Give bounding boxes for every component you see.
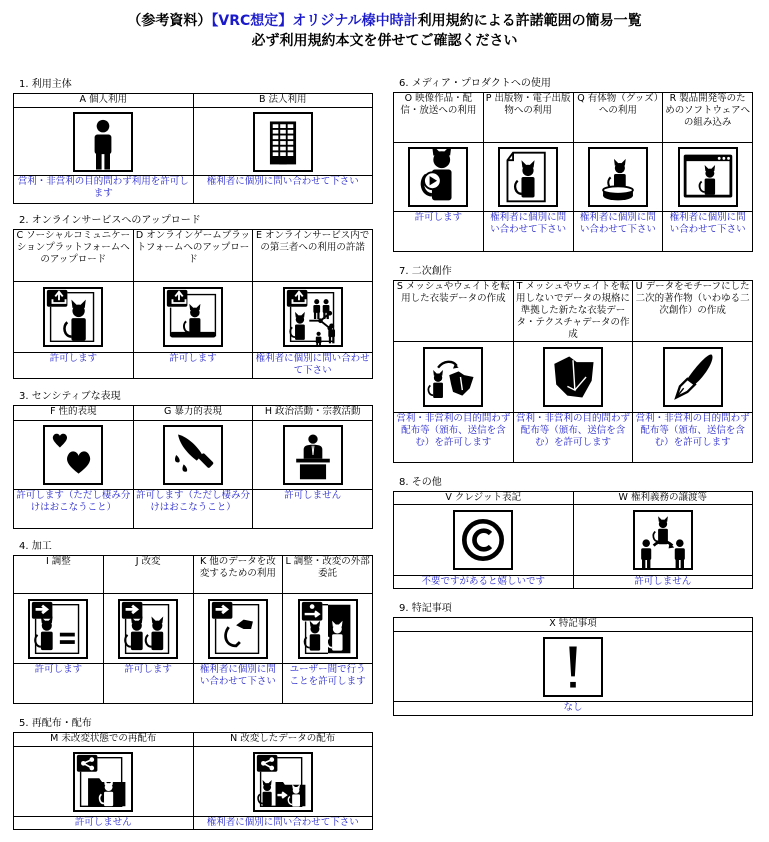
permission-result: 権利者に個別に問い合わせて下さい	[193, 176, 373, 204]
icon-cell	[253, 282, 373, 353]
video-play-icon	[408, 147, 468, 207]
permission-result: 許可します（ただし棲み分けはおこなうこと）	[133, 490, 253, 529]
icon-cell	[394, 342, 514, 413]
table-row-icons	[14, 421, 373, 490]
permission-result: 許可します（ただし棲み分けはおこなうこと）	[14, 490, 134, 529]
item-heading: S メッシュやウェイトを転用した衣装データの作成	[394, 281, 514, 342]
title-suffix: 利用規約による許諾範囲の簡易一覧	[417, 13, 642, 29]
modify-icon	[118, 599, 178, 659]
icon-cell	[14, 108, 194, 176]
permission-result: 許可しません	[573, 576, 753, 589]
permission-result: 営利・非営利の目的問わず利用を許可します	[14, 176, 194, 204]
icon-cell	[513, 342, 633, 413]
table-row-icons	[14, 594, 373, 664]
software-window-icon	[678, 147, 738, 207]
license-table	[393, 92, 753, 252]
item-heading: M 未改変状態での再配布	[14, 733, 194, 747]
icon-cell	[394, 505, 574, 576]
table-row-icons	[394, 342, 753, 413]
section-9	[393, 603, 753, 716]
knife-icon	[163, 425, 223, 485]
permission-result: 許可しません	[14, 817, 194, 830]
upload-monitor-icon	[163, 287, 223, 347]
permission-result: 許可します	[14, 664, 104, 704]
icon-cell	[14, 747, 194, 817]
table-row-icons	[394, 143, 753, 212]
table-row-header	[394, 492, 753, 505]
item-heading: D オンラインゲームプラットフォームへのアップロード	[133, 230, 253, 282]
permission-result: 許可します	[133, 353, 253, 379]
title-prefix: （参考資料）	[127, 13, 212, 29]
table-row-result	[394, 413, 753, 463]
icon-cell	[663, 143, 753, 212]
figure-goods-icon	[588, 147, 648, 207]
license-table	[393, 491, 753, 589]
page-subtitle: 必ず利用規約本文を併せてご確認ください	[251, 33, 518, 49]
avatar-to-outfit-icon	[423, 347, 483, 407]
section-label: 1. 利用主体	[19, 79, 72, 90]
permission-result: 許可します	[103, 664, 193, 704]
permission-result: 許可しません	[253, 490, 373, 529]
permission-result: 不要ですがあると嬉しいです	[394, 576, 574, 589]
icon-cell	[394, 632, 753, 702]
license-table	[393, 280, 753, 463]
table-row-icons	[14, 747, 373, 817]
item-heading: H 政治活動・宗教活動	[253, 406, 373, 421]
podium-speaker-icon	[283, 425, 343, 485]
item-heading: P 出版物・電子出版物への利用	[483, 93, 573, 143]
item-heading: F 性的表現	[14, 406, 134, 421]
item-heading: A 個人利用	[14, 94, 194, 108]
table-row-header	[14, 406, 373, 421]
item-heading: C ソーシャルコミュニケーションプラットフォームへのアップロード	[14, 230, 134, 282]
section-label: 5. 再配布・配布	[19, 718, 92, 729]
table-row-header	[394, 93, 753, 143]
permission-result: 権利者に個別に問い合わせて下さい	[253, 353, 373, 379]
permission-result: 営利・非営利の目的問わず配布等（頒布、送信を含む）を許可します	[394, 413, 514, 463]
section-8	[393, 477, 753, 589]
permission-result: 営利・非営利の目的問わず配布等（頒布、送信を含む）を許可します	[633, 413, 753, 463]
item-heading: I 調整	[14, 556, 104, 594]
license-table	[13, 555, 373, 704]
icon-cell	[133, 282, 253, 353]
table-row-result	[394, 576, 753, 589]
item-heading: E オンラインサービス内での第三者への利用の許諾	[253, 230, 373, 282]
building-icon	[253, 112, 313, 172]
copyright-icon	[453, 510, 513, 570]
permission-result: 権利者に個別に問い合わせて下さい	[483, 212, 573, 252]
item-heading: K 他のデータを改変するための利用	[193, 556, 283, 594]
icon-cell	[283, 594, 373, 664]
permission-result: なし	[394, 702, 753, 716]
item-heading: V クレジット表記	[394, 492, 574, 505]
item-heading: W 権利義務の譲渡等	[573, 492, 753, 505]
table-row-header	[14, 556, 373, 594]
item-heading: J 改変	[103, 556, 193, 594]
icon-cell	[573, 143, 663, 212]
table-row-header	[394, 281, 753, 342]
section-7	[393, 266, 753, 463]
table-row-result	[394, 212, 753, 252]
exclamation-icon	[543, 637, 603, 697]
table-row-icons	[394, 632, 753, 702]
section-6	[393, 78, 753, 252]
section-label: 3. センシティブな表現	[19, 391, 121, 402]
adjust-equal-icon	[28, 599, 88, 659]
icon-cell	[573, 505, 753, 576]
table-row-icons	[14, 282, 373, 353]
transfer-icon	[633, 510, 693, 570]
upload-share-users-icon	[283, 287, 343, 347]
license-table	[393, 617, 753, 716]
permission-result: 許可します	[394, 212, 484, 252]
icon-cell	[14, 282, 134, 353]
document-icon	[498, 147, 558, 207]
permission-result: 許可します	[14, 353, 134, 379]
table-row-header	[14, 733, 373, 747]
section-5	[13, 718, 373, 830]
section-label: 4. 加工	[19, 541, 52, 552]
section-label: 9. 特記事項	[399, 603, 452, 614]
item-heading: G 暴力的表現	[133, 406, 253, 421]
permission-result: 権利者に個別に問い合わせて下さい	[193, 817, 373, 830]
icon-cell	[133, 421, 253, 490]
icon-cell	[14, 421, 134, 490]
upload-avatar-icon	[43, 287, 103, 347]
permission-result: ユーザー間で行うことを許可します	[283, 664, 373, 704]
section-label: 2. オンラインサービスへのアップロード	[19, 215, 201, 226]
icon-cell	[193, 747, 373, 817]
share-modified-icon	[253, 752, 313, 812]
license-table	[13, 93, 373, 204]
section-label: 6. メディア・プロダクトへの使用	[399, 78, 551, 89]
table-row-result	[14, 490, 373, 529]
table-row-result	[14, 817, 373, 830]
outsourcing-icon	[298, 599, 358, 659]
section-label: 8. その他	[399, 477, 442, 488]
table-row-result	[14, 664, 373, 704]
icon-cell	[103, 594, 193, 664]
section-4	[13, 541, 373, 704]
icon-cell	[14, 594, 104, 664]
title-product: 【VRC想定】オリジナル榛中時計	[211, 13, 418, 29]
icon-cell	[193, 594, 283, 664]
person-icon	[73, 112, 133, 172]
table-row-icons	[394, 505, 753, 576]
table-row-header	[394, 618, 753, 632]
table-row-header	[14, 94, 373, 108]
section-3	[13, 391, 373, 529]
icon-cell	[193, 108, 373, 176]
license-table	[13, 229, 373, 379]
permission-result: 営利・非営利の目的問わず配布等（頒布、送信を含む）を許可します	[513, 413, 633, 463]
section-label: 7. 二次創作	[399, 266, 452, 277]
hearts-icon	[43, 425, 103, 485]
permission-result: 権利者に個別に問い合わせて下さい	[193, 664, 283, 704]
item-heading: L 調整・改変の外部委託	[283, 556, 373, 594]
outfit-icon	[543, 347, 603, 407]
icon-cell	[253, 421, 373, 490]
section-1	[13, 79, 373, 204]
table-row-result	[14, 176, 373, 204]
item-heading: U データをモチーフにした二次的著作物（いわゆる二次創作）の作成	[633, 281, 753, 342]
share-folder-icon	[73, 752, 133, 812]
icon-cell	[394, 143, 484, 212]
license-table	[13, 732, 373, 830]
page-title	[0, 12, 769, 30]
item-heading: O 映像作品・配信・放送への利用	[394, 93, 484, 143]
item-heading: B 法人利用	[193, 94, 373, 108]
item-heading: N 改変したデータの配布	[193, 733, 373, 747]
table-row-result	[394, 702, 753, 716]
item-heading: X 特記事項	[394, 618, 753, 632]
item-heading: R 製品開発等のためのソフトウェアへの組み込み	[663, 93, 753, 143]
pen-nib-icon	[663, 347, 723, 407]
license-table	[13, 405, 373, 529]
table-row-icons	[14, 108, 373, 176]
permission-result: 権利者に個別に問い合わせて下さい	[573, 212, 663, 252]
table-row-result	[14, 353, 373, 379]
item-heading: Q 有体物（グッズ）への利用	[573, 93, 663, 143]
item-heading: T メッシュやウェイトを転用しないでデータの規格に準拠した新たな衣装データ・テクスチャデータの作成	[513, 281, 633, 342]
permission-result: 権利者に個別に問い合わせて下さい	[663, 212, 753, 252]
section-2	[13, 215, 373, 379]
parts-reuse-icon	[208, 599, 268, 659]
icon-cell	[633, 342, 753, 413]
table-row-header	[14, 230, 373, 282]
icon-cell	[483, 143, 573, 212]
